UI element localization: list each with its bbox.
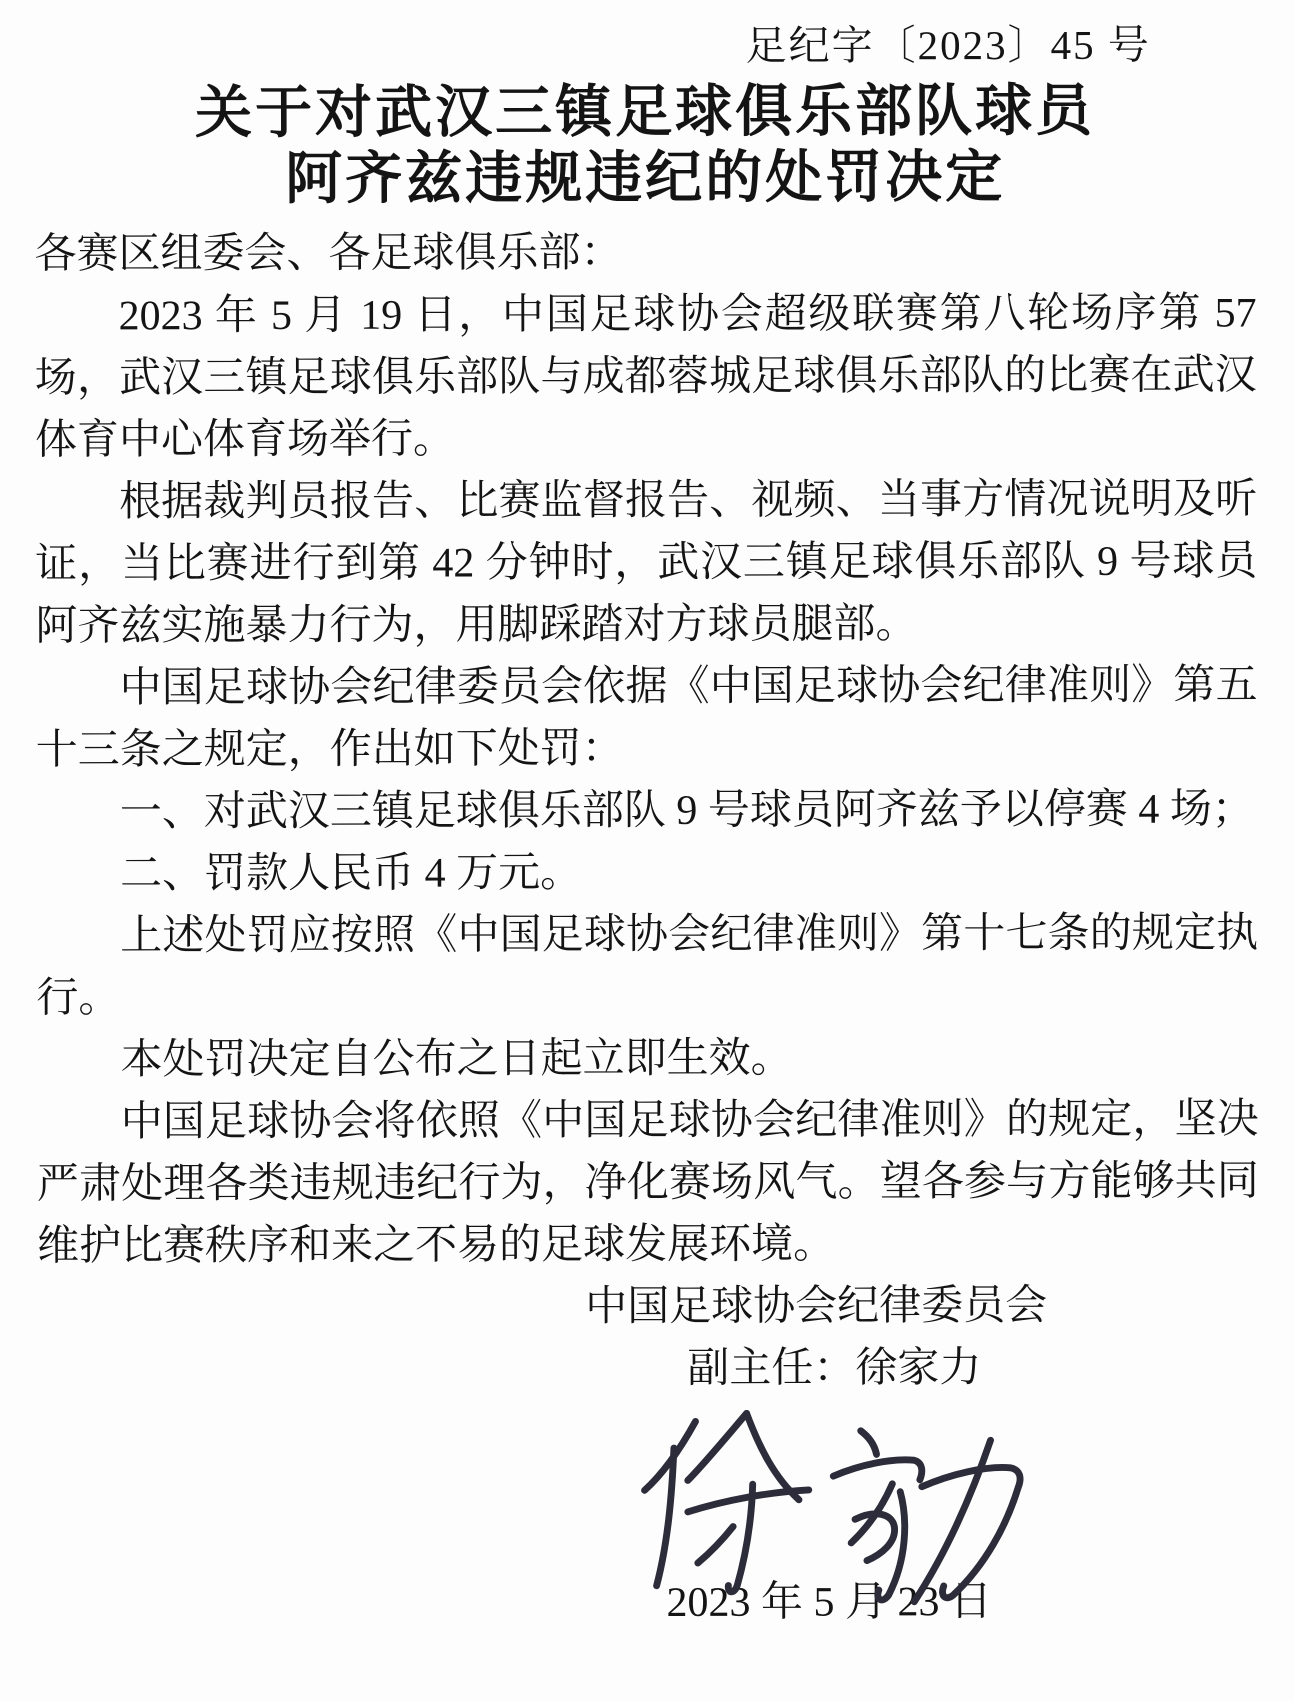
penalty-item-1: 一、对武汉三镇足球俱乐部队 9 号球员阿齐兹予以停赛 4 场；	[119, 786, 1254, 836]
signature-area	[37, 1398, 1259, 1573]
document-title-line-1: 关于对武汉三镇足球俱乐部队球员	[194, 79, 1096, 146]
document-title-line-2: 阿齐兹违规违纪的处罚决定	[285, 146, 1006, 211]
penalty-item-2: 二、罚款人民币 4 万元。	[120, 850, 583, 898]
body-paragraph: 2023 年 5 月 19 日，中国足球协会超级联赛第八轮场序第 57 场，武汉三镇足球俱乐部队与成都蓉城足球俱乐部队的比赛在武汉体育中心体育场举行。	[34, 290, 1257, 464]
salutation: 各赛区组委会、各足球俱乐部：	[34, 230, 623, 278]
document-title	[34, 78, 1256, 213]
body-paragraph: 上述处罚应按照《中国足球协会纪律准则》第十七条的规定执行。	[36, 910, 1259, 1022]
body-paragraph: 根据裁判员报告、比赛监督报告、视频、当事方情况说明及听证，当比赛进行到第 42 分钟时，武汉三镇足球俱乐部队 9 号球员阿齐兹实施暴力行为，用脚踩踏对方球员腿部。	[35, 476, 1258, 650]
handwritten-signature-image	[593, 1393, 1034, 1630]
signature-organization: 中国足球协会纪律委员会	[585, 1282, 1048, 1331]
body-paragraph: 本处罚决定自公布之日起立即生效。	[120, 1035, 793, 1084]
document-number: 足纪字〔2023〕45 号	[745, 21, 1151, 69]
signature-date: 2023 年 5 月 23 日	[666, 1579, 993, 1626]
body-paragraph: 中国足球协会将依照《中国足球协会纪律准则》的规定，坚决严肃处理各类违规违纪行为，净化赛场风气。望各参与方能够共同维护比赛秩序和来之不易的足球发展环境。	[36, 1096, 1259, 1270]
document-body	[34, 220, 1260, 1635]
signature-signer-line: 副主任：徐家力	[687, 1345, 982, 1392]
body-paragraph: 中国足球协会纪律委员会依据《中国足球协会纪律准则》第五十三条之规定，作出如下处罚：	[35, 662, 1258, 774]
